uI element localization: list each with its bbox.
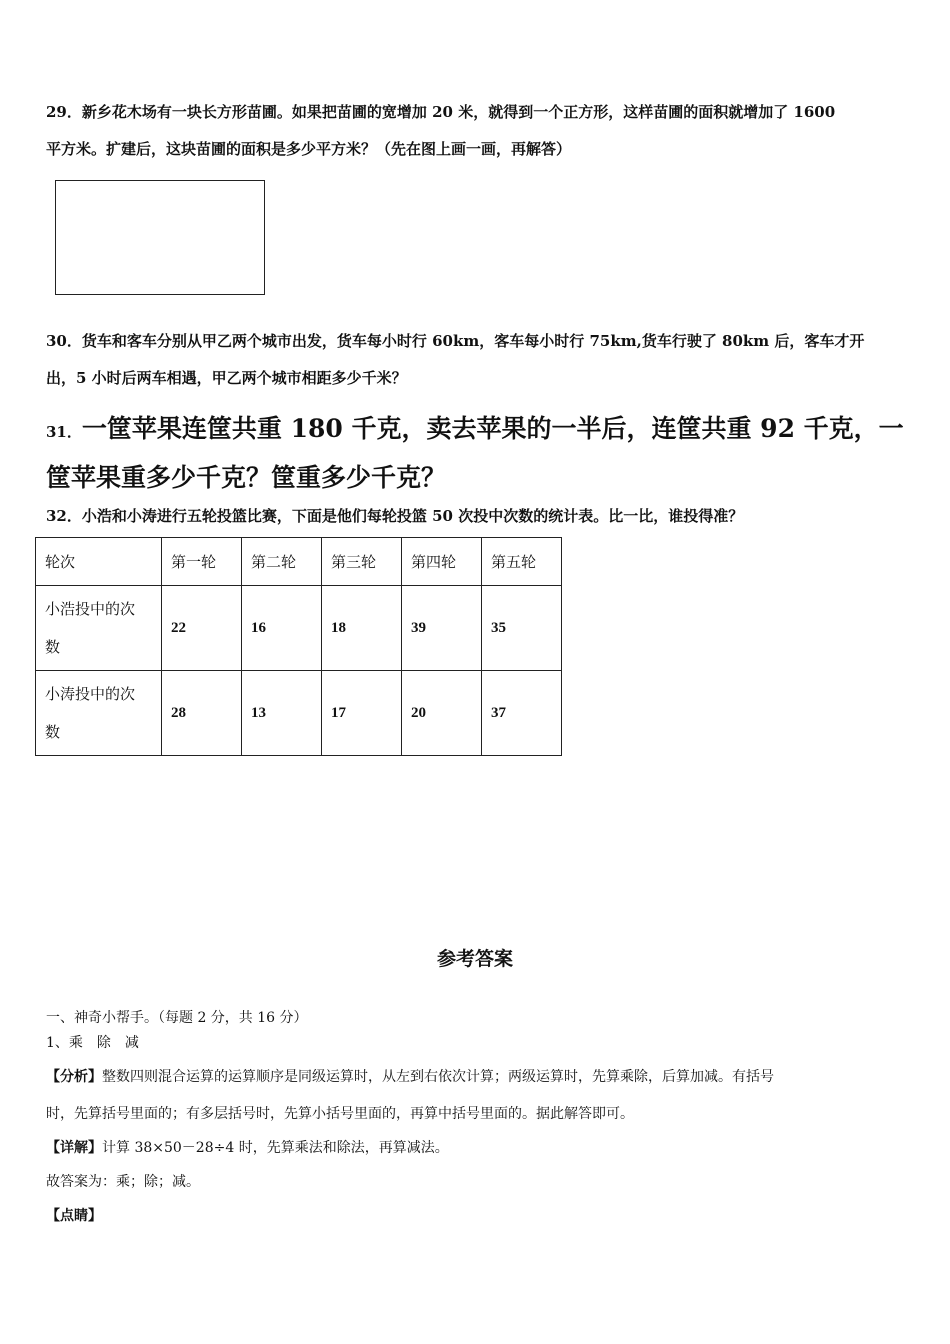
row-label — [36, 671, 162, 756]
row-label — [36, 586, 162, 671]
answers-item1: 1、乘 除 减 — [46, 1035, 139, 1051]
final-answer: 故答案为：乘；除；减。 — [46, 1174, 200, 1190]
table-cell: 16 — [242, 586, 322, 671]
table-cell: 20 — [402, 671, 482, 756]
table-cell: 28 — [162, 671, 242, 756]
analysis-tag: 【分析】 — [46, 1069, 102, 1085]
drawing-rectangle — [55, 180, 265, 295]
table-header-cell: 第一轮 — [162, 538, 242, 586]
table-header-cell: 第五轮 — [482, 538, 562, 586]
table-cell: 37 — [482, 671, 562, 756]
detail-line — [46, 1139, 449, 1157]
stats-table — [35, 537, 562, 756]
table-header-cell: 第二轮 — [242, 538, 322, 586]
q31-number: 31． — [46, 423, 82, 441]
analysis-line1 — [46, 1068, 774, 1086]
table-cell: 18 — [322, 586, 402, 671]
q29-line2: 平方米。扩建后，这块苗圃的面积是多少平方米？（先在图上画一画，再解答） — [46, 140, 572, 158]
analysis-text: 整数四则混合运算的运算顺序是同级运算时，从左到右依次计算；两级运算时，先算乘除，后算加减。有括号 — [102, 1069, 774, 1085]
table-row — [36, 671, 562, 756]
answers-section1: 一、神奇小帮手。（每题 2 分，共 16 分） — [46, 1010, 308, 1026]
q30-line1: 30．货车和客车分别从甲乙两个城市出发，货车每小时行 60km，客车每小时行 75km,货车行驶了 80km 后，客车才开 — [46, 332, 865, 350]
detail-tag: 【详解】 — [46, 1140, 102, 1156]
answers-title: 参考答案 — [436, 948, 513, 970]
row-label-line2: 数 — [45, 723, 61, 741]
q31-line2: 筐苹果重多少千克？筐重多少千克？ — [46, 463, 447, 492]
q32-text: 32．小浩和小涛进行五轮投篮比赛，下面是他们每轮投篮 50 次投中次数的统计表。比一比，谁投得准？ — [46, 507, 744, 525]
q29-line1: 29．新乡花木场有一块长方形苗圃。如果把苗圃的宽增加 20 米，就得到一个正方形，这样苗圃的面积就增加了 1600 — [46, 103, 836, 121]
table-header-cell: 第四轮 — [402, 538, 482, 586]
table-cell: 22 — [162, 586, 242, 671]
row-label-line2: 数 — [45, 638, 61, 656]
table-header-cell: 第三轮 — [322, 538, 402, 586]
q30-line2: 出，5 小时后两车相遇，甲乙两个城市相距多少千米？ — [46, 369, 407, 387]
table-header-cell: 轮次 — [36, 538, 162, 586]
table-header-row — [36, 538, 562, 586]
q31-line1 — [46, 414, 904, 444]
detail-text: 计算 38×50－28÷4 时，先算乘法和除法，再算减法。 — [102, 1140, 449, 1156]
table-cell: 17 — [322, 671, 402, 756]
row-label-line1: 小涛投中的次 — [45, 685, 136, 703]
analysis-line2: 时，先算括号里面的；有多层括号时，先算小括号里面的，再算中括号里面的。据此解答即可。 — [46, 1106, 634, 1122]
table-row — [36, 586, 562, 671]
table-cell: 13 — [242, 671, 322, 756]
row-label-line1: 小浩投中的次 — [45, 600, 136, 618]
table-cell: 35 — [482, 586, 562, 671]
point-tag: 【点睛】 — [46, 1208, 102, 1224]
q31-text-line1: 一筐苹果连筐共重 180 千克，卖去苹果的一半后，连筐共重 92 千克，一 — [81, 414, 904, 443]
table-cell: 39 — [402, 586, 482, 671]
